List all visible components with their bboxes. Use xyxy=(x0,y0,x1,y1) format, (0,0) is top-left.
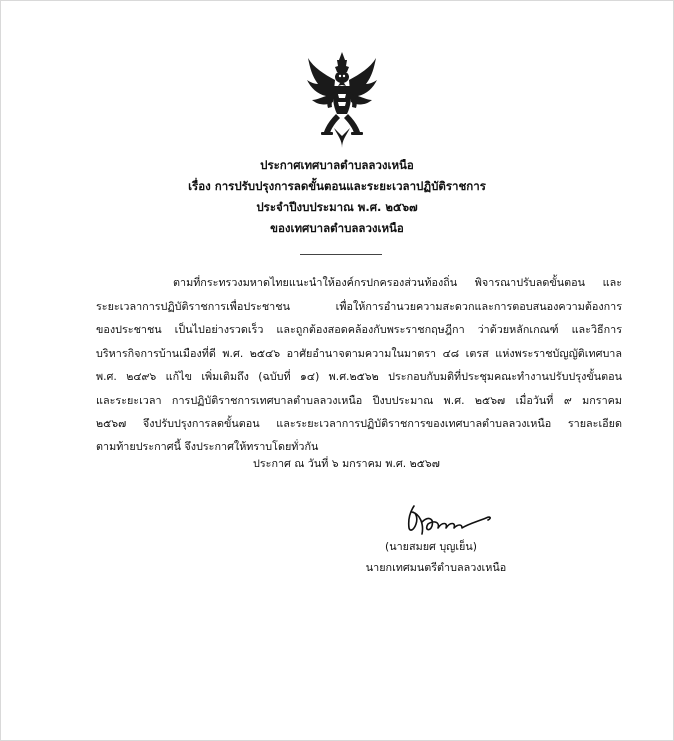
title-organization: ของเทศบาลตำบลลวงเหนือ xyxy=(270,221,404,235)
garuda-emblem-icon xyxy=(304,50,380,150)
signer-title: นายกเทศมนตรีตำบลลวงเหนือ xyxy=(365,561,507,574)
signer-name: (นายสมยศ บุญเย็น) xyxy=(385,540,477,553)
body-line-2: ระยะเวลาการปฏิบัติราชการเพื่อประชาชน เพื่อให้การอำนวยความสะดวกและการตอบสนองความต้องการ xyxy=(96,300,622,313)
body-line-5: พ.ศ. ๒๔๙๖ แก้ไข เพิ่มเติมถึง (ฉบับที่ ๑๔) พ.ศ.๒๕๖๒ ประกอบกับมติที่ประชุมคณะทำงานปรับปรุงขั้นตอน xyxy=(96,370,622,383)
title-fiscal-year: ประจำปีงบประมาณ พ.ศ. ๒๕๖๗ xyxy=(256,200,418,214)
body-line-4: บริหารกิจการบ้านเมืองที่ดี พ.ศ. ๒๕๔๖ อาศัยอำนาจตามความในมาตรา ๔๘ เตรส แห่งพระราชบัญญัติเทศบาล xyxy=(96,347,622,360)
body-line-8: ตามท้ายประกาศนี้ จึงประกาศให้ทราบโดยทั่วกัน xyxy=(96,440,319,453)
announcement-date: ประกาศ ณ วันที่ ๖ มกราคม พ.ศ. ๒๕๖๗ xyxy=(253,457,440,470)
title-subject: เรื่อง การปรับปรุงการลดขั้นตอนและระยะเวลาปฏิบัติราชการ xyxy=(188,179,486,193)
heading-divider xyxy=(300,254,382,255)
handwritten-signature-icon xyxy=(400,500,500,538)
body-line-7: ๒๕๖๗ จึงปรับปรุงการลดขั้นตอน และระยะเวลาการปฏิบัติราชการของเทศบาลตำบลลวงเหนือ รายละเอียด xyxy=(96,417,622,430)
body-line-1: ตามที่กระทรวงมหาดไทยแนะนำให้องค์กรปกครองส่วนท้องถิ่น พิจารณาปรับลดขั้นตอน และ xyxy=(173,276,622,289)
body-line-6: และระยะเวลา การปฏิบัติราชการเทศบาลตำบลลวงเหนือ ปีงบประมาณ พ.ศ. ๒๕๖๗ เมื่อวันที่ ๙ มกราคม xyxy=(96,394,622,407)
title-issuer: ประกาศเทศบาลตำบลลวงเหนือ xyxy=(260,158,414,172)
body-line-3: ของประชาชน เป็นไปอย่างรวดเร็ว และถูกต้องสอดคล้องกับพระราชกฤษฎีกา ว่าด้วยหลักเกณฑ์ และวิธีการ xyxy=(96,323,622,336)
